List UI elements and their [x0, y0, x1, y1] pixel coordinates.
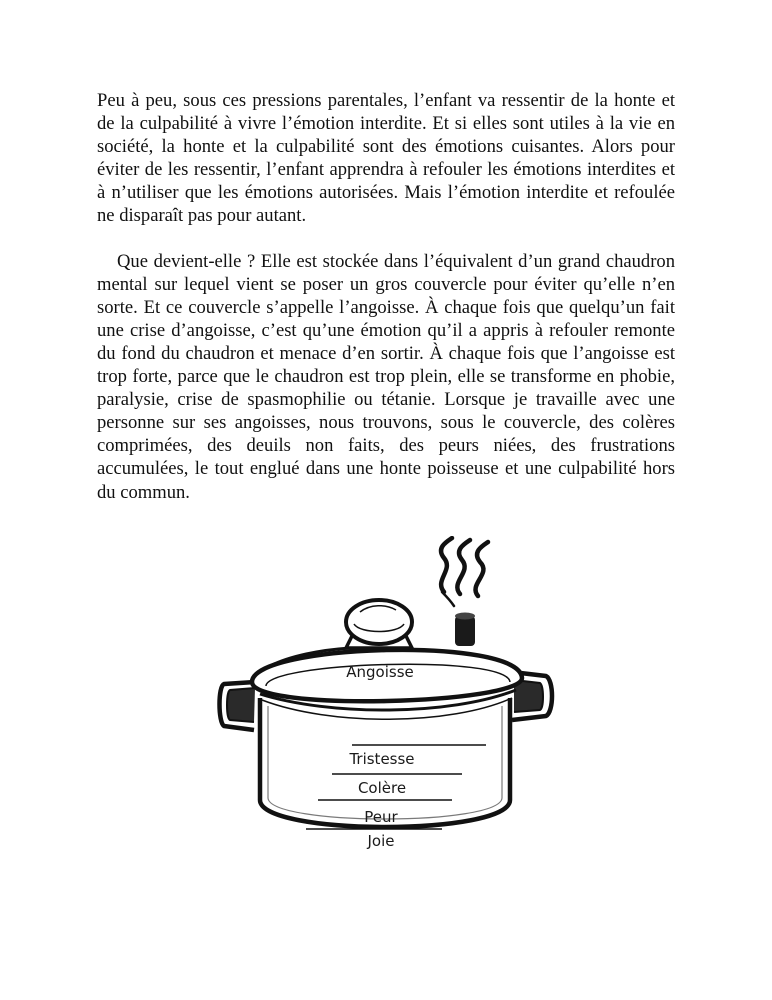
pot-handle-icon [220, 682, 256, 730]
layer-label-colere: Colère [357, 779, 407, 797]
paragraph-2: Que devient-elle ? Elle est stockée dans l’équivalent d’un grand chaudron mental sur lequel vient se poser un gros couvercle pour éviter qu’elle n’en sorte. Et ce couvercle s’appelle l’angoisse. À chaque fois que quelqu’un fait une crise d’angoisse, c’est qu’une émotion qu’il a appris à refouler remonte du fond du chaudron et menace d’en sortir. À chaque fois que l’angoisse est trop forte, parce que le chaudron est trop plein, elle se transforme en phobie, paralysie, crise de spasmophilie ou tétanie. Lorsque je travaille avec une personne sur ses angoisses, nous trouvons, sous le couvercle, des colères comprimées, des deuils non faits, des peurs niées, des frustrations accumulées, le tout englué dans une honte poisseuse et une culpabilité hors du commun. [97, 250, 675, 503]
steam-icon [441, 538, 488, 606]
pressure-valve-icon [455, 613, 475, 647]
layer-label-tristesse: Tristesse [349, 750, 415, 768]
body-text [97, 89, 675, 504]
lid-label: Angoisse [346, 663, 414, 681]
pot-lid [252, 648, 522, 719]
pressure-cooker-icon [210, 536, 560, 866]
layer-label-joie: Joie [367, 832, 395, 850]
pressure-cooker-illustration [210, 536, 560, 866]
layer-label-peur: Peur [364, 808, 398, 826]
lid-knob-icon [346, 600, 412, 648]
paragraph-1: Peu à peu, sous ces pressions parentales, l’enfant va ressentir de la honte et de la culpabilité à vivre l’émotion interdite. Et si elles sont utiles à la vie en société, la honte et la culpabilité sont des émotions cuisantes. Alors pour éviter de les ressentir, l’enfant apprendra à refouler les émotions interdites et à n’utiliser que les émotions autorisées. Mais l’émotion interdite et refoulée ne disparaît pas pour autant. [97, 90, 675, 227]
